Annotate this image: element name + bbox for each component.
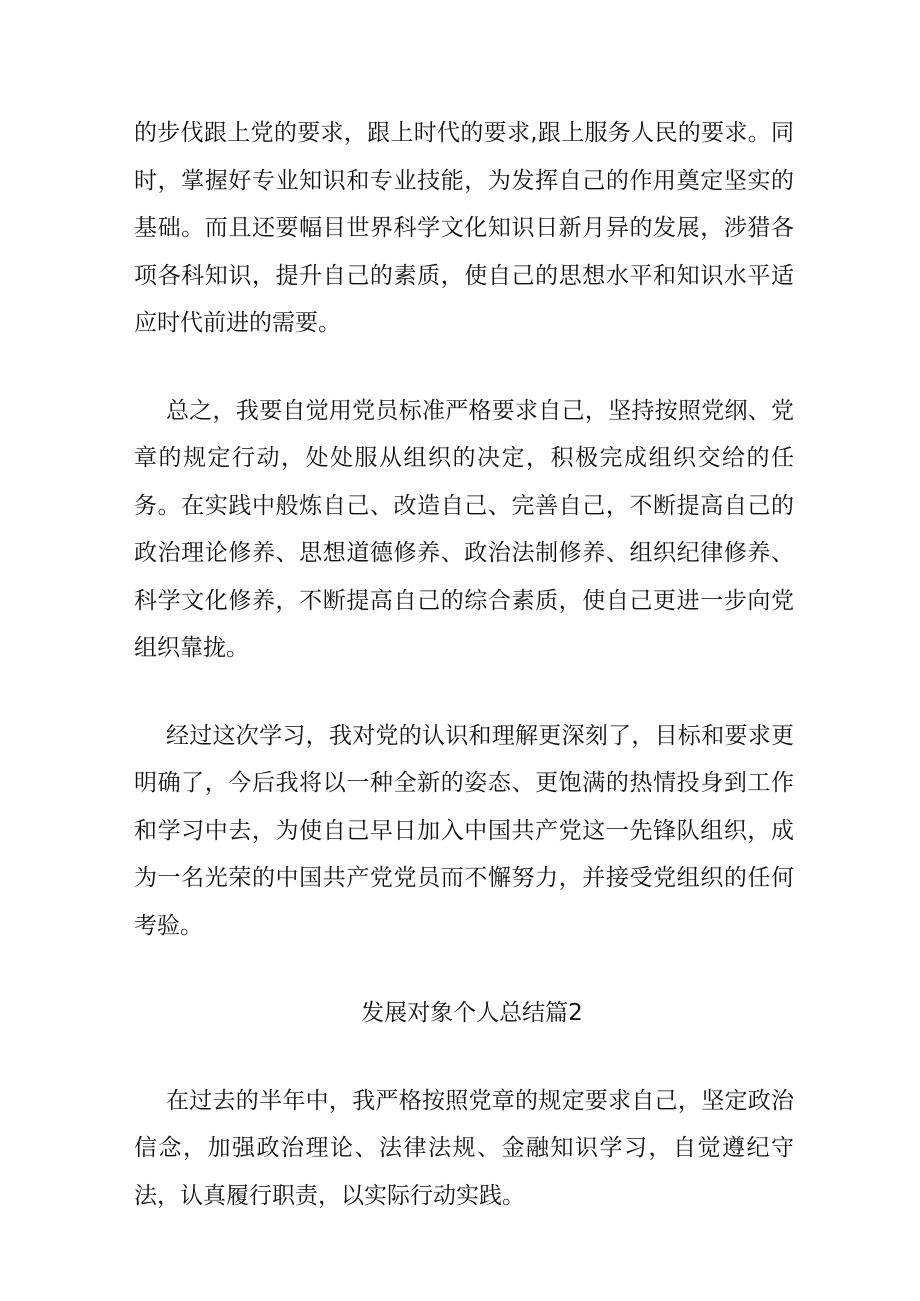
paragraph-conclusion: 经过这次学习，我对党的认识和理解更深刻了，目标和要求更明确了，今后我将以一种全新的姿态、更饱满的热情投身到工作和学习中去，为使自己早日加入中国共产党这一先锋队组织，成为一名光荣的中国共产党党员而不懈努力，并接受党组织的任何考验。 [134,722,794,939]
paragraph-summary: 总之，我要自觉用党员标准严格要求自己，坚持按照党纲、党章的规定行动，处处服从组织的决定，积极完成组织交给的任务。在实践中般炼自己、改造自己、完善自己，不断提高自己的政治理论修养、思想道德修养、政治法制修养、组织纪律修养、科学文化修养，不断提高自己的综合素质，使自己更进一步向党组织靠拢。 [134,397,794,661]
paragraph-spacer [134,348,794,388]
section-heading: 发展对象个人总结篇2 [361,1000,583,1026]
document-body [134,110,794,1220]
paragraph-spacer [134,950,794,990]
paragraph-section-intro: 在过去的半年中，我严格按照党章的规定要求自己，坚定政治信念，加强政治理论、法律法规、金融知识学习，自觉遵纪守法，认真履行职责，以实际行动实践。 [134,1087,794,1209]
paragraph-continuation: 的步伐跟上党的要求，跟上时代的要求,跟上服务人民的要求。同时，掌握好专业知识和专业技能，为发挥自己的作用奠定坚实的基础。而且还要幅目世界科学文化知识日新月异的发展，涉猎各项各科知识，提升自己的素质，使自己的思想水平和知识水平适应时代前进的需要。 [134,120,794,336]
paragraph-spacer [134,1038,794,1078]
paragraph-spacer [134,673,794,713]
